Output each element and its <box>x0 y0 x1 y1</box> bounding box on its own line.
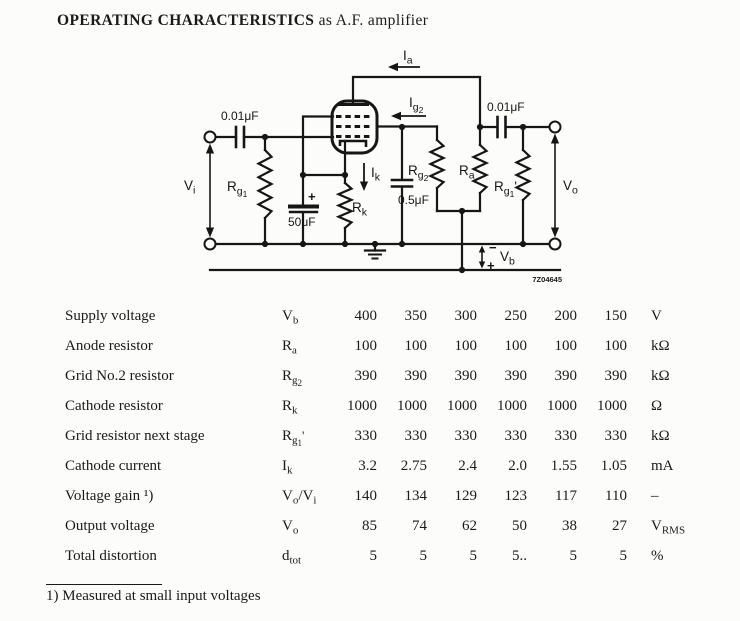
row-label: Anode resistor <box>65 338 153 354</box>
value-cell: 5 <box>369 548 377 564</box>
table-row <box>65 511 725 541</box>
vo-arrow <box>551 134 559 144</box>
vb-arrow <box>479 246 485 253</box>
rk-label: $R_k$ <box>352 200 367 219</box>
value-cell: 330 <box>454 428 477 444</box>
row-symbol: $I_k$ <box>282 458 293 477</box>
table-row <box>65 361 725 391</box>
row-symbol: $R_a$ <box>282 338 297 357</box>
input-cap-value: 0.01μF <box>221 109 259 123</box>
value-cell: 250 <box>504 308 527 324</box>
value-cell: 330 <box>604 428 627 444</box>
row-label: Grid No.2 resistor <box>65 368 174 384</box>
input-ground-terminal <box>205 239 216 250</box>
rg1-label: $R_g1$ <box>227 179 248 199</box>
vi-label: $V_i$ <box>184 178 196 197</box>
row-symbol: $R_k$ <box>282 398 298 417</box>
table-row <box>65 421 725 451</box>
value-cell: 390 <box>604 368 627 384</box>
value-cell: 400 <box>354 308 377 324</box>
circuit-diagram <box>0 0 740 295</box>
ig2-arrow <box>391 112 401 120</box>
value-cell: 350 <box>404 308 427 324</box>
value-cell: 110 <box>605 488 627 504</box>
char-table <box>65 301 725 571</box>
value-cell: 27 <box>612 518 627 534</box>
value-cell: 300 <box>454 308 477 324</box>
value-cell: 3.2 <box>358 458 377 474</box>
value-cell: 390 <box>404 368 427 384</box>
ra-label: $R_a$ <box>459 163 475 182</box>
value-cell: 100 <box>554 338 577 354</box>
row-symbol: $d_{tot}$ <box>282 548 302 567</box>
row-label: Voltage gain ¹) <box>65 488 154 504</box>
drawing-code: 7Z04645 <box>532 275 562 284</box>
vo-label: $V_o$ <box>563 178 578 197</box>
unit-cell: Ω <box>651 398 663 414</box>
value-cell: 1000 <box>447 398 477 414</box>
value-cell: 129 <box>454 488 477 504</box>
input-terminal <box>205 132 216 143</box>
ik-arrow <box>360 182 368 192</box>
value-cell: 1000 <box>397 398 427 414</box>
value-cell: 1000 <box>597 398 627 414</box>
value-cell: 1.55 <box>550 458 577 474</box>
vb-minus-sign: − <box>489 240 497 255</box>
value-cell: 100 <box>454 338 477 354</box>
junction-dots <box>262 124 526 273</box>
unit-cell: $V_{RMS}$ <box>651 518 686 537</box>
value-cell: 330 <box>504 428 527 444</box>
ig2-label: $I_g2$ <box>409 95 424 115</box>
row-symbol: $R_{g1}'$ <box>282 428 305 448</box>
value-cell: 2.75 <box>400 458 427 474</box>
value-cell: 1.05 <box>600 458 627 474</box>
annotation-arrows <box>206 63 559 269</box>
cathode-cap-value: 50μF <box>288 215 316 229</box>
table-row <box>65 301 725 331</box>
value-cell: 100 <box>504 338 527 354</box>
row-label: Cathode resistor <box>65 398 163 414</box>
output-terminal <box>550 122 561 133</box>
value-cell: 1000 <box>547 398 577 414</box>
footnote-rule <box>46 584 162 585</box>
table-row <box>65 541 725 571</box>
value-cell: 330 <box>404 428 427 444</box>
table-row <box>65 331 725 361</box>
value-cell: 390 <box>354 368 377 384</box>
value-cell: 2.0 <box>508 458 527 474</box>
unit-cell: V <box>651 308 662 324</box>
row-label: Grid resistor next stage <box>65 428 205 444</box>
value-cell: 74 <box>412 518 427 534</box>
vb-plus-sign: + <box>487 258 495 273</box>
vb-label: $V_b$ <box>500 249 515 268</box>
unit-cell: – <box>651 488 659 504</box>
row-label: Cathode current <box>65 458 162 474</box>
output-ground-terminal <box>550 239 561 250</box>
footnote: 1) Measured at small input voltages <box>46 588 261 604</box>
value-cell: 134 <box>404 488 427 504</box>
value-cell: 50 <box>512 518 527 534</box>
unit-cell: % <box>651 548 664 564</box>
value-cell: 123 <box>504 488 527 504</box>
row-symbol: $V_o/V_i$ <box>282 488 317 507</box>
rg2-label: $R_g2$ <box>408 163 429 183</box>
vi-arrow <box>206 144 214 154</box>
value-cell: 85 <box>362 518 377 534</box>
value-cell: 390 <box>454 368 477 384</box>
value-cell: 2.4 <box>458 458 477 474</box>
unit-cell: kΩ <box>651 338 670 354</box>
table-row <box>65 481 725 511</box>
value-cell: 5 <box>569 548 577 564</box>
row-label: Total distortion <box>65 548 157 564</box>
title-bold: OPERATING CHARACTERISTICS <box>57 12 315 29</box>
rg1-prime-label: $R_g1'$ <box>494 179 517 199</box>
row-label: Output voltage <box>65 518 155 534</box>
table-row <box>65 391 725 421</box>
ia-label: $I_a$ <box>403 48 413 67</box>
value-cell: 100 <box>404 338 427 354</box>
output-cap-value: 0.01μF <box>487 100 525 114</box>
table-row <box>65 451 725 481</box>
value-cell: 62 <box>462 518 477 534</box>
screen-cap-value: 0.5μF <box>398 193 429 207</box>
value-cell: 117 <box>555 488 577 504</box>
value-cell: 38 <box>562 518 577 534</box>
row-symbol: $V_b$ <box>282 308 299 327</box>
unit-cell: mA <box>651 458 674 474</box>
row-symbol: $V_o$ <box>282 518 299 537</box>
value-cell: 5 <box>619 548 627 564</box>
value-cell: 5.. <box>512 548 527 564</box>
value-cell: 330 <box>354 428 377 444</box>
pentode-valve <box>332 101 377 153</box>
value-cell: 1000 <box>347 398 377 414</box>
unit-cell: kΩ <box>651 428 670 444</box>
value-cell: 200 <box>554 308 577 324</box>
row-label: Supply voltage <box>65 308 156 324</box>
title-rest: as A.F. amplifier <box>314 12 429 29</box>
value-cell: 100 <box>604 338 627 354</box>
value-cell: 5 <box>419 548 427 564</box>
row-symbol: $R_{g2}$ <box>282 368 303 388</box>
unit-cell: kΩ <box>651 368 670 384</box>
ik-label: $I_k$ <box>371 165 381 184</box>
value-cell: 1000 <box>497 398 527 414</box>
value-cell: 5 <box>469 548 477 564</box>
electrolytic-plus-sign: + <box>308 189 316 204</box>
value-cell: 150 <box>604 308 627 324</box>
value-cell: 100 <box>354 338 377 354</box>
value-cell: 330 <box>554 428 577 444</box>
value-cell: 390 <box>504 368 527 384</box>
value-cell: 140 <box>354 488 377 504</box>
ia-arrow <box>388 63 398 71</box>
value-cell: 390 <box>554 368 577 384</box>
